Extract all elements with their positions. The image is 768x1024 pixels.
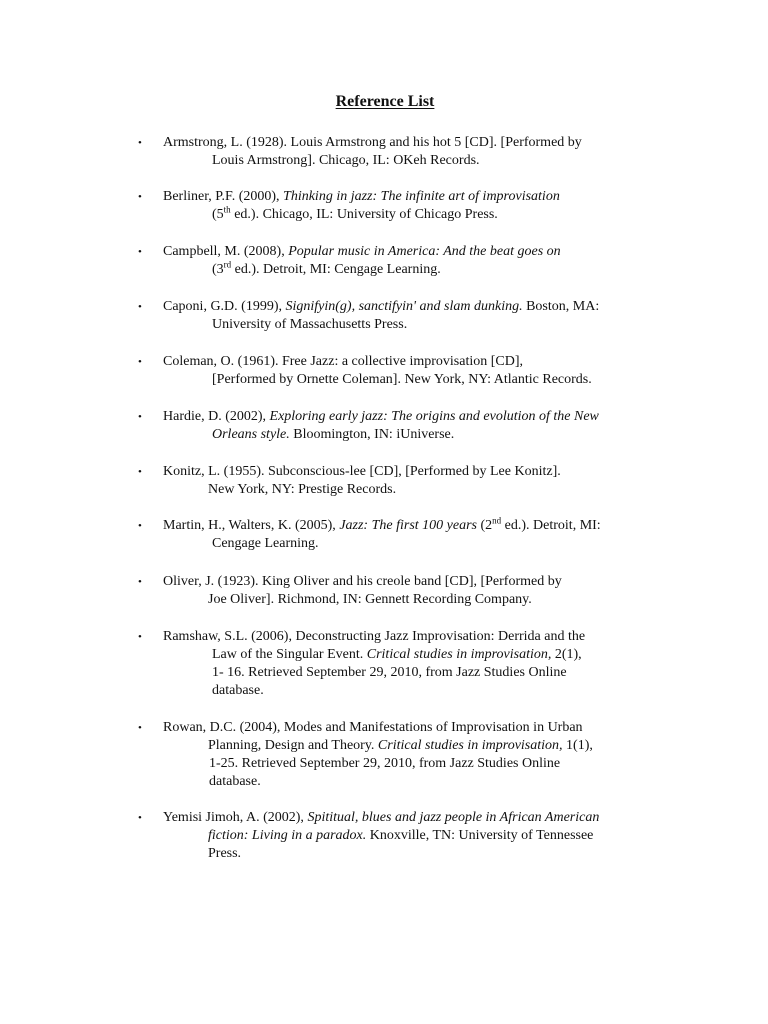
reference-text: 1(1), <box>562 738 593 753</box>
reference-item <box>138 628 663 700</box>
bullet-icon: • <box>138 576 142 588</box>
reference-line: 1- 16. Retrieved September 29, 2010, from Jazz Studies Online <box>212 665 567 680</box>
reference-text: Bloomington, IN: iUniverse. <box>289 427 455 442</box>
bullet-icon: • <box>138 466 142 478</box>
reference-text: ed.). Detroit, MI: Cengage Learning. <box>231 262 441 277</box>
reference-line: Louis Armstrong]. Chicago, IL: OKeh Records. <box>212 153 480 168</box>
reference-line <box>163 809 663 827</box>
reference-line <box>163 298 663 316</box>
reference-line: Oliver, J. (1923). King Oliver and his creole band [CD], [Performed by <box>163 574 562 589</box>
reference-line <box>163 206 663 224</box>
bullet-icon: • <box>138 301 142 313</box>
superscript: th <box>223 204 231 215</box>
reference-item <box>138 408 663 444</box>
reference-text: Yemisi Jimoh, A. (2002), <box>163 810 308 825</box>
reference-line <box>163 646 663 664</box>
reference-item <box>138 134 663 170</box>
reference-line <box>163 517 663 535</box>
reference-text: Campbell, M. (2008), <box>163 244 289 259</box>
reference-line: Press. <box>208 846 242 861</box>
reference-text: 2(1), <box>551 647 582 662</box>
reference-text: Caponi, G.D. (1999), <box>163 299 286 314</box>
reference-item <box>138 188 663 224</box>
reference-text: Berliner, P.F. (2000), <box>163 189 284 204</box>
reference-line <box>163 426 663 444</box>
bullet-icon: • <box>138 631 142 643</box>
reference-line: Ramshaw, S.L. (2006), Deconstructing Jazz Improvisation: Derrida and the <box>163 629 586 644</box>
superscript: nd <box>492 515 502 526</box>
reference-text: Hardie, D. (2002), <box>163 409 270 424</box>
bullet-icon: • <box>138 812 142 824</box>
reference-line <box>163 737 663 755</box>
reference-item <box>138 809 663 863</box>
reference-line: Coleman, O. (1961). Free Jazz: a collective improvisation [CD], <box>163 354 524 369</box>
reference-text: ed.). Chicago, IL: University of Chicago Press. <box>230 207 498 222</box>
reference-line: Konitz, L. (1955). Subconscious-lee [CD], [Performed by Lee Konitz]. <box>163 464 561 479</box>
reference-text: Planning, Design and Theory. <box>208 738 378 753</box>
reference-title: Critical studies in improvisation, <box>377 738 563 753</box>
reference-line <box>163 408 663 426</box>
reference-line: Joe Oliver]. Richmond, IN: Gennett Recording Company. <box>208 592 532 607</box>
reference-line: 1-25. Retrieved September 29, 2010, from Jazz Studies Online <box>209 756 561 771</box>
reference-line <box>163 261 663 279</box>
reference-line <box>163 827 663 845</box>
bullet-icon: • <box>138 246 142 258</box>
reference-title: Signifyin(g), sanctifyin' and slam dunking. <box>285 299 523 314</box>
reference-line <box>163 243 663 261</box>
reference-item <box>138 243 663 279</box>
reference-line: [Performed by Ornette Coleman]. New York, NY: Atlantic Records. <box>212 372 592 387</box>
reference-title: Popular music in America: And the beat goes on <box>288 244 561 259</box>
reference-title: Exploring early jazz: The origins and evolution of the New <box>269 409 599 424</box>
reference-title: Thinking in jazz: The infinite art of improvisation <box>283 189 560 204</box>
reference-line: New York, NY: Prestige Records. <box>208 482 397 497</box>
reference-item <box>138 353 663 389</box>
reference-item <box>138 298 663 334</box>
reference-line: database. <box>212 683 264 698</box>
bullet-icon: • <box>138 520 142 532</box>
reference-item <box>138 573 663 609</box>
superscript: rd <box>223 259 232 270</box>
reference-title: fiction: Living in a paradox. <box>208 828 367 843</box>
bullet-icon: • <box>138 356 142 368</box>
reference-text: (5 <box>212 207 224 222</box>
reference-item <box>138 719 663 791</box>
reference-line <box>163 188 663 206</box>
reference-title: Orleans style. <box>212 427 290 442</box>
bullet-icon: • <box>138 137 142 149</box>
reference-text: Martin, H., Walters, K. (2005), <box>163 518 340 533</box>
reference-line: Armstrong, L. (1928). Louis Armstrong and his hot 5 [CD]. [Performed by <box>163 135 582 150</box>
reference-line: University of Massachusetts Press. <box>212 317 408 332</box>
reference-title: Jazz: The first 100 years <box>339 518 477 533</box>
reference-item <box>138 515 663 553</box>
bullet-icon: • <box>138 191 142 203</box>
page-title: Reference List <box>335 93 435 110</box>
reference-text: Boston, MA: <box>522 299 600 314</box>
reference-line: Cengage Learning. <box>212 536 319 551</box>
reference-line: database. <box>209 774 261 789</box>
reference-text: Knoxville, TN: University of Tennessee <box>366 828 594 843</box>
bullet-icon: • <box>138 411 142 423</box>
reference-text: ed.). Detroit, MI: <box>501 518 601 533</box>
reference-title: Spititual, blues and jazz people in African American <box>307 810 600 825</box>
reference-item <box>138 463 663 499</box>
reference-text: (2 <box>476 518 493 533</box>
reference-text: Law of the Singular Event. <box>212 647 367 662</box>
reference-title: Critical studies in improvisation, <box>366 647 552 662</box>
reference-line: Rowan, D.C. (2004), Modes and Manifestations of Improvisation in Urban <box>163 720 583 735</box>
bullet-icon: • <box>138 722 142 734</box>
reference-text: (3 <box>212 262 224 277</box>
